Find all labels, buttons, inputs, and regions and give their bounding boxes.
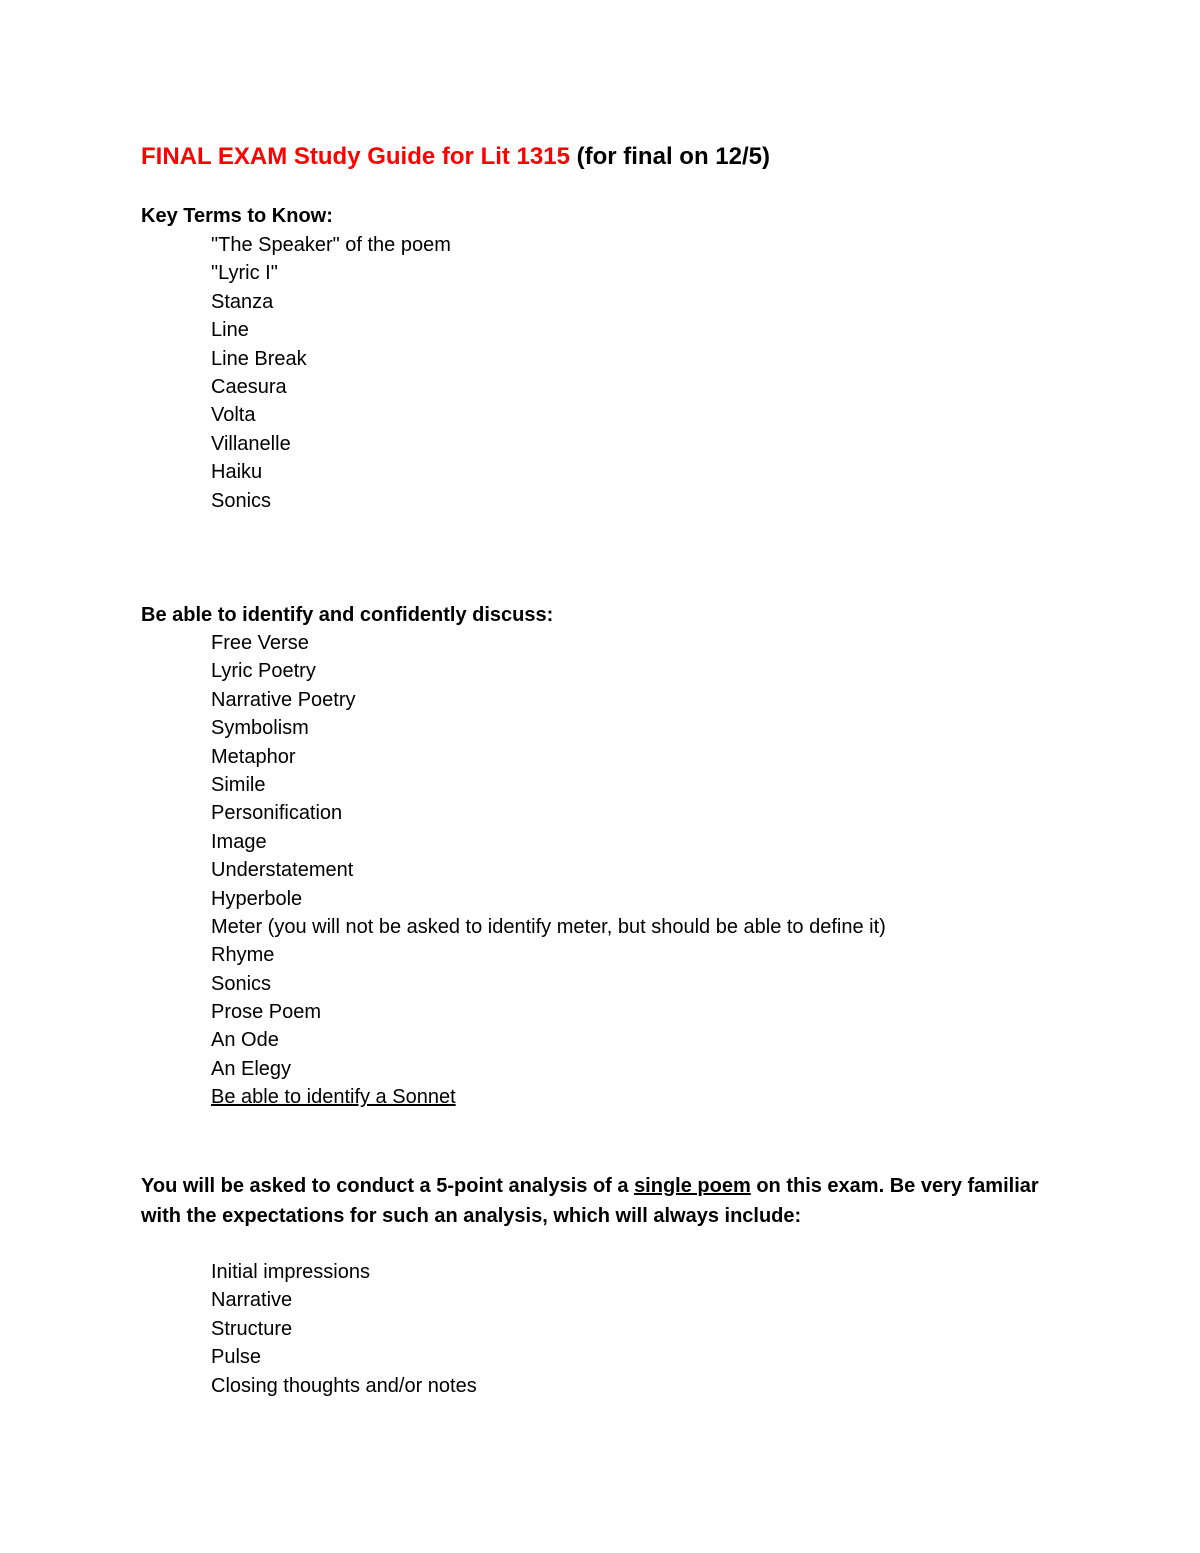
key-terms-heading: Key Terms to Know:: [141, 205, 333, 227]
analysis-text-after: on this exam. Be very familiar with the expectations for such an analysis, which will always include:: [141, 1175, 1039, 1227]
list-item: "The Speaker" of the poem: [211, 234, 451, 256]
list-item: Metaphor: [211, 745, 296, 768]
list-item: Pulse: [211, 1346, 262, 1369]
list-item: Symbolism: [211, 717, 309, 740]
list-item: Lyric Poetry: [211, 660, 316, 683]
list-item: Closing thoughts and/or notes: [211, 1374, 477, 1397]
list-item: Structure: [211, 1317, 293, 1340]
list-item: Volta: [211, 404, 256, 427]
list-item: Prose Poem: [211, 1001, 322, 1024]
single-poem-emphasis: single poem: [634, 1175, 751, 1197]
analysis-components-list: [211, 1258, 477, 1400]
sonnet-item: Be able to identify a Sonnet: [211, 1086, 456, 1109]
list-item: Haiku: [211, 461, 263, 484]
list-item: Narrative Poetry: [211, 688, 356, 711]
analysis-instructions: [141, 1171, 1041, 1231]
list-item: Narrative: [211, 1289, 293, 1312]
title-date-note: (for final on 12/5): [569, 143, 770, 170]
list-item: Line: [211, 319, 249, 342]
discuss-list: [211, 629, 886, 1112]
list-item: Rhyme: [211, 944, 275, 967]
list-item: Sonics: [211, 972, 272, 995]
list-item: Simile: [211, 773, 266, 796]
list-item: An Ode: [211, 1029, 279, 1052]
list-item: Sonics: [211, 489, 272, 512]
analysis-text-before: You will be asked to conduct a 5-point analysis of a: [141, 1175, 635, 1197]
title-main: FINAL EXAM Study Guide for Lit 1315: [141, 143, 570, 170]
list-item: Stanza: [211, 290, 274, 313]
list-item: Meter (you will not be asked to identify meter, but should be able to define it): [211, 915, 886, 938]
list-item: Personification: [211, 802, 343, 825]
key-terms-list: [211, 231, 451, 515]
list-item: An Elegy: [211, 1057, 292, 1080]
list-item: Initial impressions: [211, 1261, 370, 1283]
list-item: Hyperbole: [211, 887, 303, 910]
list-item: "Lyric I": [211, 262, 278, 285]
page-title: [141, 141, 770, 173]
list-item: Villanelle: [211, 432, 291, 455]
list-item: Caesura: [211, 375, 287, 398]
list-item: Understatement: [211, 859, 354, 882]
list-item: Image: [211, 830, 267, 853]
list-item: Line Break: [211, 347, 307, 370]
discuss-heading: Be able to identify and confidently discuss:: [141, 604, 554, 626]
list-item: Free Verse: [211, 632, 309, 654]
